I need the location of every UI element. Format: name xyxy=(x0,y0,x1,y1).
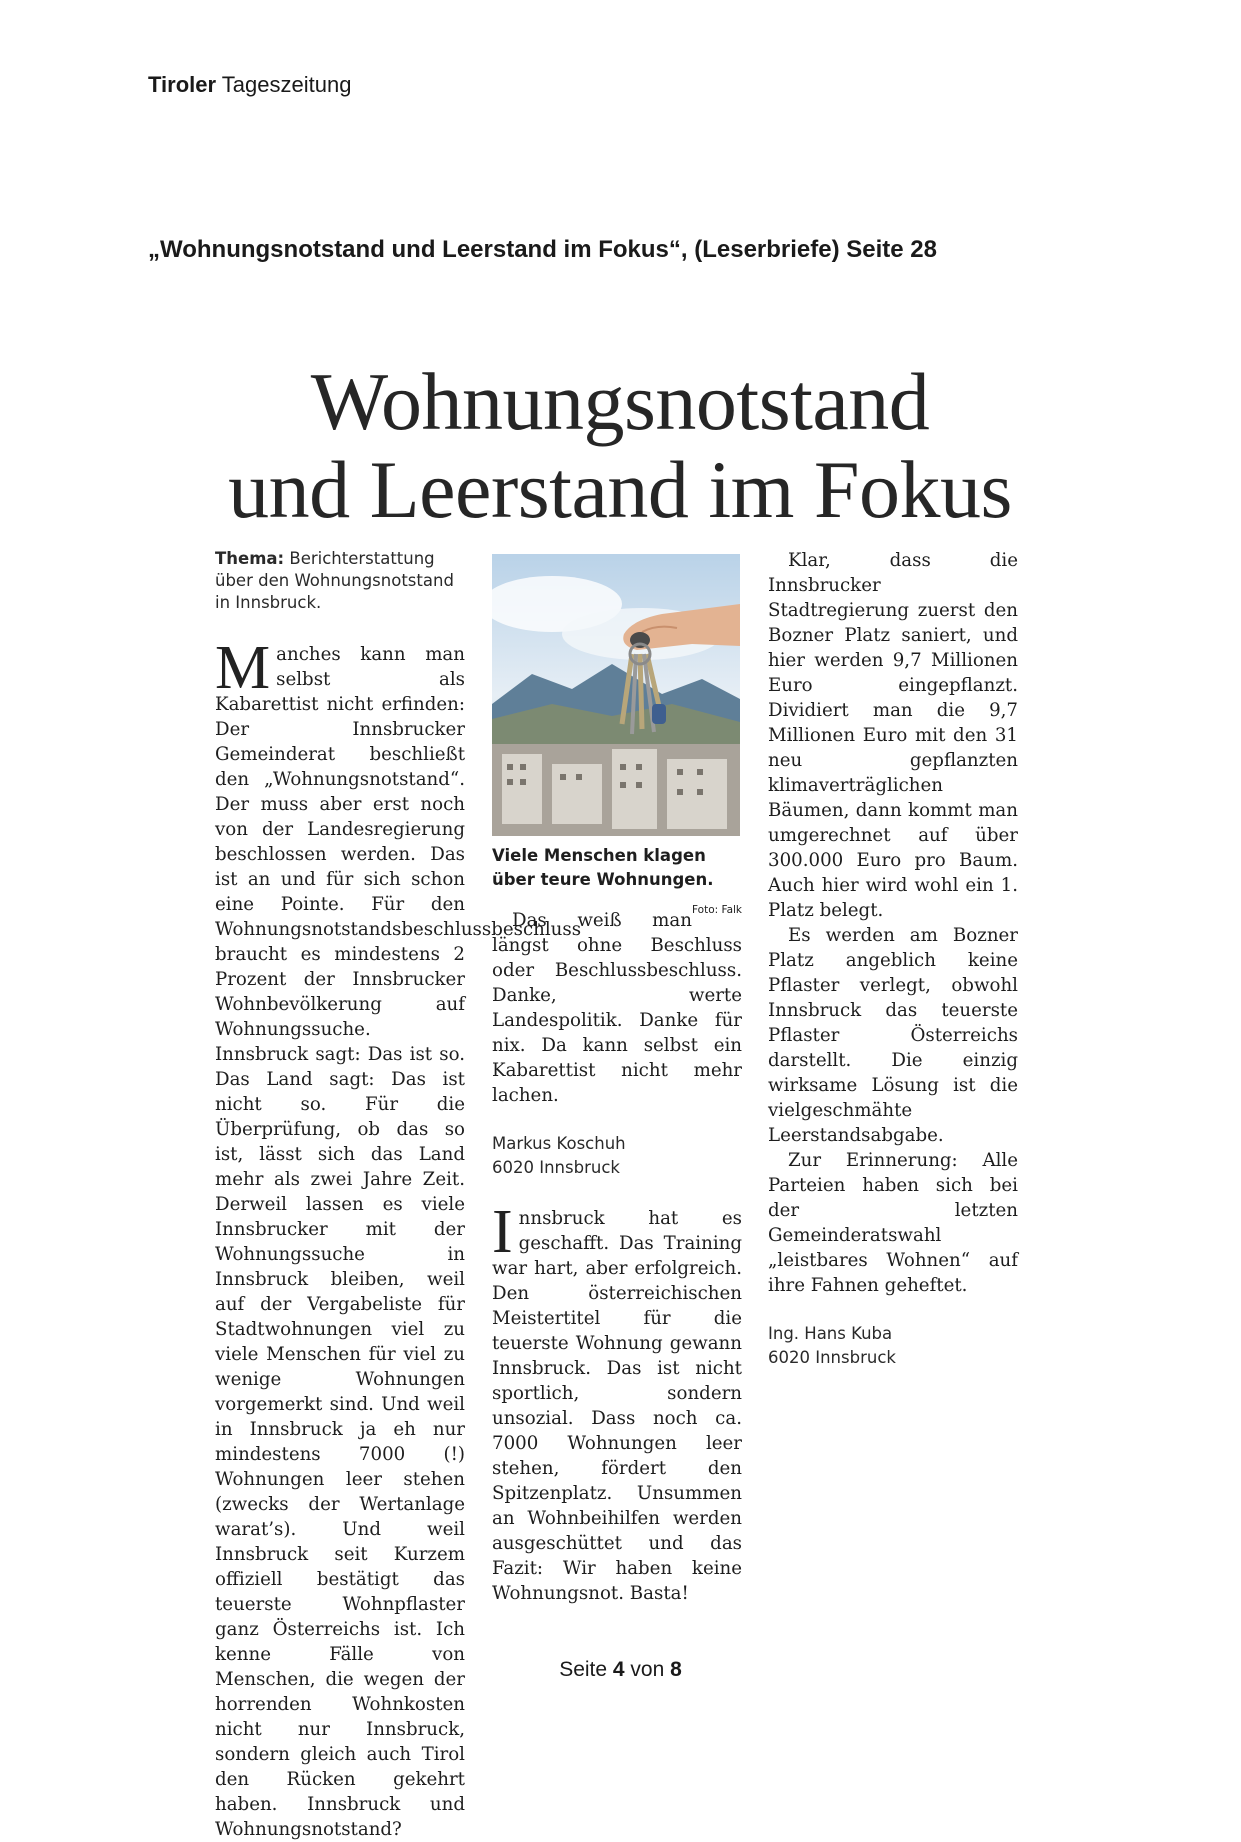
letter-1-paragraph-1-text: anches kann man selbst als Kabarettist nicht erfinden: Der Innsbrucker Gemeinderat beschließt den „Wohnungsnotstand“. Der muss aber erst noch von der Landesregierung beschlossen werden. Das ist an und für sich schon eine Pointe. Für den Wohnungsnotstandsbeschlussbeschluss braucht es mindestens 2 Prozent der Innsbrucker Wohnbevölkerung auf Wohnungssuche. Innsbruck sagt: Das ist so. Das Land sagt: Das ist nicht so. Für die Überprüfung, ob das so ist, lässt sich das Land mehr als zwei Jahre Zeit. Derweil lassen es viele Innsbrucker mit der Wohnungssuche in Innsbruck bleiben, weil auf der Vergabeliste für Stadtwohnungen viel zu viele Menschen für viel zu wenige Wohnungen vorgemerkt sind. Und weil in Innsbruck ja eh nur mindestens 7000 (!) Wohnungen leer stehen (zwecks der Wertanlage warat’s). Und weil Innsbruck seit Kurzem offiziell bestätigt das teuerste Wohnpflaster ganz Österreichs ist. Ich kenne Fälle von Menschen, die wegen der horrenden Wohnkosten nicht nur Innsbruck, sondern gleich auch Tirol den Rücken gekehrt haben. Innsbruck und Wohnungsnotstand? xyxy=(215,644,582,1840)
publication-name-rest: Tageszeitung xyxy=(216,72,352,97)
keys-photo xyxy=(492,554,740,836)
letter-1-author: Markus Koschuh xyxy=(492,1134,626,1153)
column-3 xyxy=(768,548,1018,1370)
letter-2-paragraph-4: Zur Erinnerung: Alle Parteien haben sich bei der letzten Gemeinderatswahl „leistbares Wohnen“ auf ihre Fahnen geheftet. xyxy=(768,1150,1018,1296)
article-headline xyxy=(200,358,1040,534)
topic-note xyxy=(215,548,465,614)
publication-name-bold: Tiroler xyxy=(148,72,217,97)
letter-1-dropcap: M xyxy=(215,634,271,702)
letter-1-location: 6020 Innsbruck xyxy=(492,1158,620,1177)
letter-2-location: 6020 Innsbruck xyxy=(768,1348,896,1367)
page-number-prefix: Seite xyxy=(559,1658,613,1681)
letter-2-dropcap: I xyxy=(492,1198,513,1266)
page-number xyxy=(0,1658,1241,1682)
headline-line-1: Wohnungsnotstand xyxy=(310,356,930,447)
column-2 xyxy=(492,548,742,1606)
publication-name xyxy=(148,72,351,98)
letter-2-paragraph-3: Es werden am Bozner Platz angeblich keine Pflaster verlegt, obwohl Innsbruck das teuerste Pflaster Österreichs darstellt. Die einzig wirksame Lösung ist die vielgeschmähte Leerstandsabgabe. xyxy=(768,925,1018,1146)
letter-1-paragraph-2: Das weiß man längst ohne Beschluss oder Beschlussbeschluss. Danke, werte Landespolitik. Danke für nix. Da kann selbst ein Kabarettist nicht mehr lachen. xyxy=(492,910,742,1106)
letter-2-paragraph-1 xyxy=(492,1198,742,1606)
topic-text: Berichterstattung über den Wohnungsnotstand in Innsbruck. xyxy=(215,549,454,612)
headline-line-2: und Leerstand im Fokus xyxy=(228,444,1012,535)
page-number-total: 8 xyxy=(670,1658,682,1681)
page-number-current: 4 xyxy=(612,1658,625,1681)
letter-2-paragraph-1-text: nnsbruck hat es geschafft. Das Training war hart, aber erfolgreich. Den österreichischen Meistertitel für die teuerste Wohnung gewann Innsbruck. Das ist nicht sportlich, sondern unsozial. Dass noch ca. 7000 Wohnungen leer stehen, fördert den Spitzenplatz. Unsummen an Wohnbeihilfen werden ausgeschüttet und das Fazit: Wir haben keine Wohnungsnot. Basta! xyxy=(492,1208,742,1604)
photo-credit: Foto: Falk xyxy=(691,904,742,916)
photo-caption xyxy=(492,844,742,916)
letter-2-author: Ing. Hans Kuba xyxy=(768,1324,893,1343)
photo-caption-text: Viele Menschen klagen über teure Wohnungen. xyxy=(492,846,714,889)
letter-2-paragraph-2: Klar, dass die Innsbrucker Stadtregierung zuerst den Bozner Platz saniert, und hier werden 9,7 Millionen Euro eingepflanzt. Dividiert man die 9,7 Millionen Euro mit den 31 neu gepflanzten klimaverträglichen Bäumen, dann kommt man umgerechnet auf über 300.000 Euro pro Baum. Auch hier wird wohl ein 1. Platz belegt. xyxy=(768,550,1018,921)
article-reference: „Wohnungsnotstand und Leerstand im Fokus“, (Leserbriefe) Seite 28 xyxy=(148,236,937,263)
topic-label: Thema: xyxy=(215,549,285,568)
page-number-middle: von xyxy=(624,1658,671,1681)
